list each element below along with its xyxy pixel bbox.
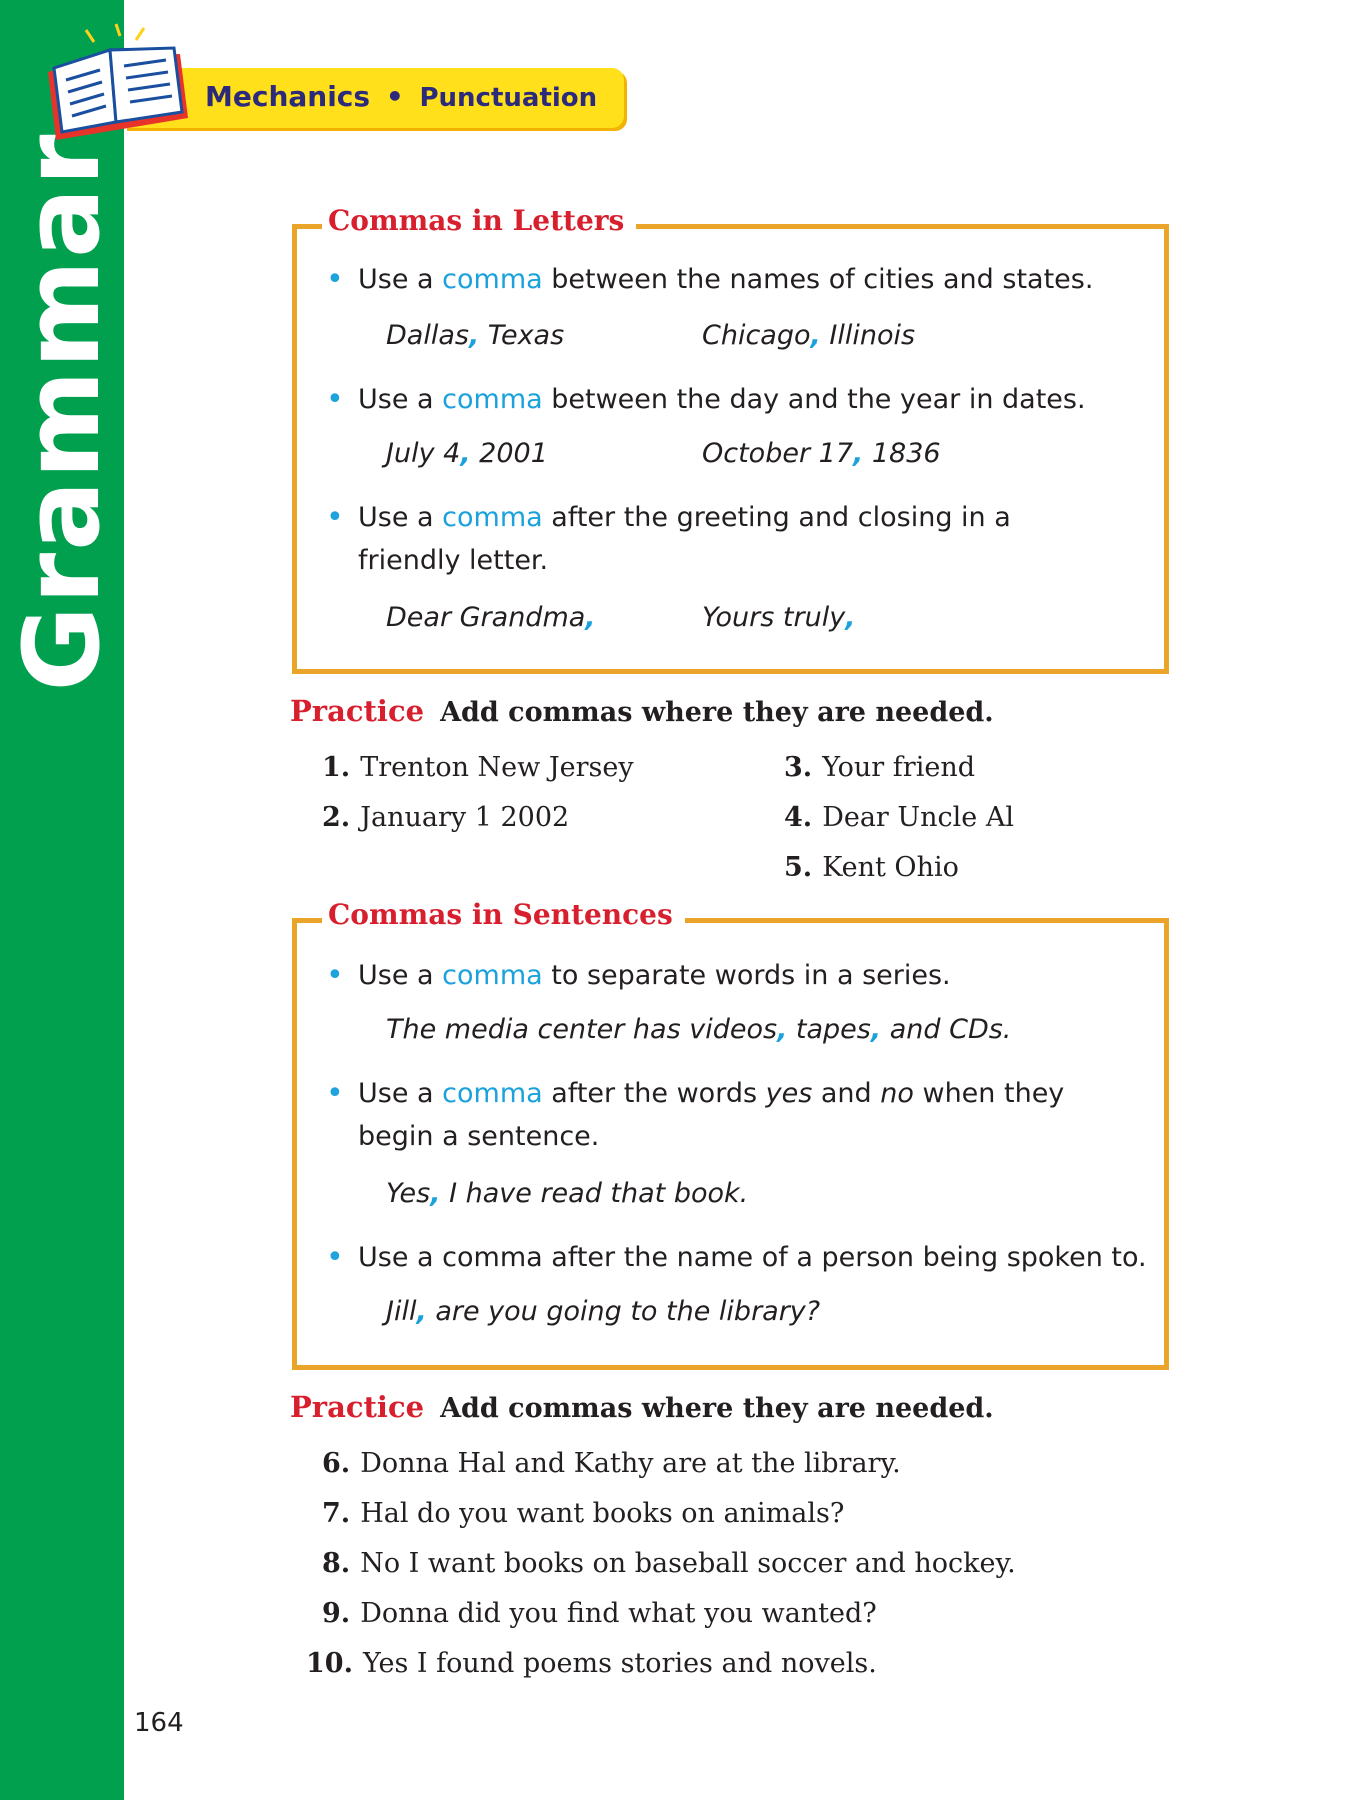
example-closing: Yours truly, (702, 602, 856, 633)
bullet-icon: • (326, 1076, 344, 1111)
sentences-rule-1: • Use a comma to separate words in a series. (332, 954, 1152, 997)
letters-rule-1: • Use a comma between the names of cities and states. (332, 258, 1152, 301)
bullet-icon: • (326, 958, 344, 993)
practice-item-8: 8. No I want books on baseball soccer and hockey. (322, 1548, 1016, 1579)
example-direct-address: Jill, are you going to the library? (386, 1296, 821, 1327)
sentences-box-title: Commas in Sentences (322, 898, 685, 931)
highlight-word: comma (442, 960, 543, 991)
example-greeting: Dear Grandma, (386, 602, 596, 633)
practice-item-3: 3. Your friend (784, 752, 975, 783)
highlight-word: comma (442, 502, 543, 533)
practice-item-2: 2. January 1 2002 (322, 802, 570, 833)
practice-label: Practice (290, 1390, 425, 1424)
sentences-rule-3: • Use a comma after the name of a person being spoken to. (332, 1236, 1152, 1279)
highlight-word: comma (442, 264, 543, 295)
bullet-icon: • (326, 500, 344, 535)
sidebar-band (0, 0, 124, 1800)
header-separator: • (385, 80, 404, 113)
letters-rule-3: • Use a comma after the greeting and closing in a friendly letter. (332, 496, 1052, 582)
practice-heading-2 (290, 1390, 994, 1424)
header-section: Mechanics (205, 80, 371, 113)
letters-rule-2: • Use a comma between the day and the year in dates. (332, 378, 1152, 421)
highlight-word: comma (442, 1078, 543, 1109)
practice-label: Practice (290, 694, 425, 728)
practice-instruction: Add commas where they are needed. (440, 1393, 994, 1424)
open-book-icon (38, 22, 198, 142)
header-topic: Punctuation (419, 83, 598, 113)
example-yes: Yes, I have read that book. (386, 1178, 749, 1209)
bullet-icon: • (326, 262, 344, 297)
practice-item-7: 7. Hal do you want books on animals? (322, 1498, 845, 1529)
example-series: The media center has videos, tapes, and CDs. (386, 1014, 1012, 1045)
example-city-state-2: Chicago, Illinois (702, 320, 916, 351)
practice-item-1: 1. Trenton New Jersey (322, 752, 634, 783)
sidebar-label: Grammar (1, 132, 123, 692)
header-title (205, 80, 597, 113)
example-date-2: October 17, 1836 (702, 438, 941, 469)
letters-box-title: Commas in Letters (322, 204, 636, 237)
practice-item-4: 4. Dear Uncle Al (784, 802, 1014, 833)
practice-item-5: 5. Kent Ohio (784, 852, 959, 883)
example-date-1: July 4, 2001 (386, 438, 548, 469)
highlight-word: comma (442, 384, 543, 415)
example-city-state-1: Dallas, Texas (386, 320, 565, 351)
practice-item-6: 6. Donna Hal and Kathy are at the library. (322, 1448, 901, 1479)
bullet-icon: • (326, 1240, 344, 1275)
practice-heading-1 (290, 694, 994, 728)
page-number: 164 (134, 1708, 184, 1738)
practice-item-10: 10. Yes I found poems stories and novels. (306, 1648, 877, 1679)
bullet-icon: • (326, 382, 344, 417)
sentences-rule-2: • Use a comma after the words yes and no when they begin a sentence. (332, 1072, 1112, 1158)
practice-instruction: Add commas where they are needed. (440, 697, 994, 728)
practice-item-9: 9. Donna did you find what you wanted? (322, 1598, 877, 1629)
